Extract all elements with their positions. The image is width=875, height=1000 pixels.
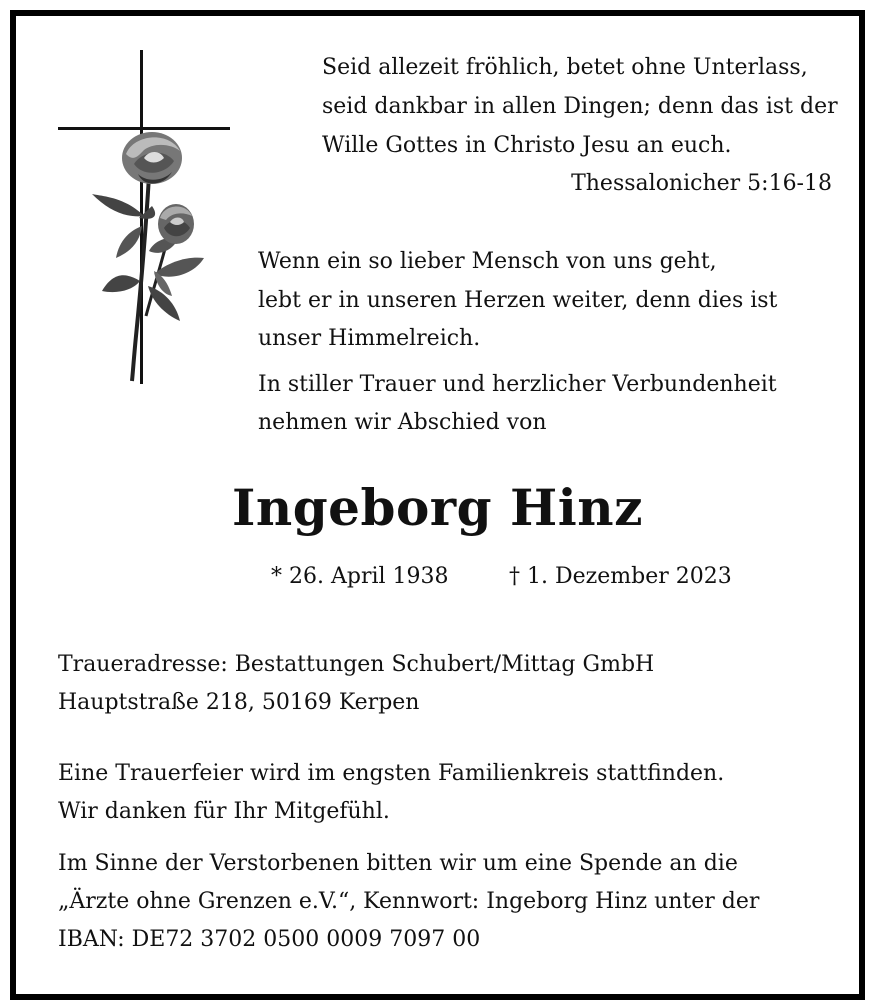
- obituary-frame: [10, 10, 865, 1000]
- mourning-line-1: In stiller Trauer und herzlicher Verbundenheit: [258, 372, 777, 397]
- birth-date: * 26. April 1938: [271, 564, 449, 589]
- deceased-name: Ingeborg Hinz: [231, 478, 644, 537]
- ceremony-line-1: Eine Trauerfeier wird im engsten Familienkreis stattfinden.: [58, 761, 725, 786]
- address-line-2: Hauptstraße 218, 50169 Kerpen: [58, 690, 420, 715]
- donation-line-1: Im Sinne der Verstorbenen bitten wir um eine Spende an die: [58, 851, 738, 876]
- intro-line-1: Wenn ein so lieber Mensch von uns geht,: [258, 249, 717, 274]
- donation-iban: IBAN: DE72 3702 0500 0009 7097 00: [58, 927, 481, 952]
- address-line-1: Traueradresse: Bestattungen Schubert/Mittag GmbH: [58, 652, 655, 677]
- verse-line-2: seid dankbar in allen Dingen; denn das ist der: [322, 94, 838, 119]
- intro-line-3: unser Himmelreich.: [258, 326, 481, 351]
- cross-with-roses-icon: [54, 46, 234, 386]
- intro-line-2: lebt er in unseren Herzen weiter, denn dies ist: [258, 288, 778, 313]
- verse-line-1: Seid allezeit fröhlich, betet ohne Unterlass,: [322, 55, 808, 80]
- mourning-line-2: nehmen wir Abschied von: [258, 410, 547, 435]
- verse-line-3: Wille Gottes in Christo Jesu an euch.: [322, 133, 732, 158]
- ceremony-line-2: Wir danken für Ihr Mitgefühl.: [58, 799, 390, 824]
- verse-reference: Thessalonicher 5:16-18: [571, 171, 832, 196]
- death-date: † 1. Dezember 2023: [509, 564, 732, 589]
- donation-line-2: „Ärzte ohne Grenzen e.V.“, Kennwort: Ingeborg Hinz unter der: [58, 889, 760, 914]
